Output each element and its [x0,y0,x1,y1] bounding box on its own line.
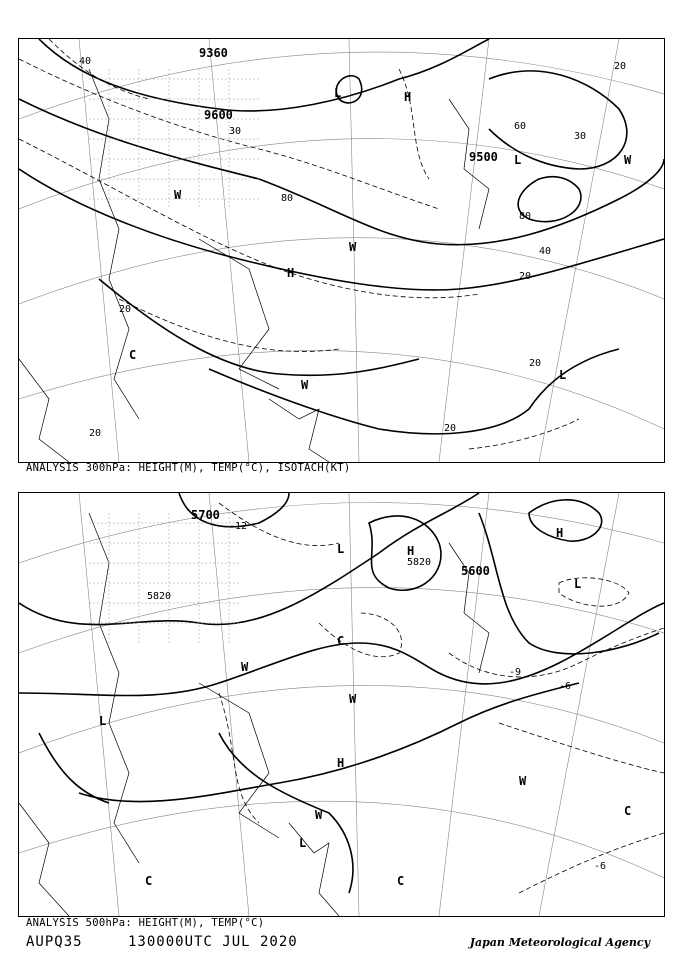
isotach-label-20c: 20 [529,358,542,369]
center-L-300b: L [514,153,522,167]
height-label-9600: 9600 [204,108,233,122]
temp-label-6b: -6 [594,861,607,872]
map-panel-500hpa [18,492,665,917]
height-label-5700: 5700 [191,508,220,522]
center-W-300c: W [301,378,309,392]
isotach-label-30b: 30 [574,131,587,142]
isotach-label-20f: 20 [444,423,457,434]
agency-credit: Japan Meteorological Agency [469,936,650,949]
temp-label-6: -6 [559,681,572,692]
isotach-label-40: 40 [79,56,92,67]
isotach-label-40b: 40 [539,246,552,257]
center-H-500: H [407,544,415,558]
center-C-300: C [129,348,137,362]
isotach-label-20b: 20 [519,271,532,282]
center-L-300c: L [559,368,567,382]
center-W-300: W [174,188,182,202]
center-L-500: L [337,542,345,556]
map-300hpa-svg [19,39,664,462]
graticule-500 [19,493,664,916]
isotach-label-20d: 20 [89,428,102,439]
isotach-label-60: 60 [514,121,527,132]
center-H-300: H [404,90,412,104]
center-L-500d: L [574,577,582,591]
center-L-500b: L [99,714,107,728]
center-C-500b: C [397,874,405,888]
center-C-500d: C [337,634,345,648]
height-label-5600: 5600 [461,564,490,578]
isotach-label-80: 80 [281,193,294,204]
coastline-300 [19,69,489,462]
center-L-300: L [334,86,342,100]
chart-code: AUPQ35 [26,934,83,950]
temp-label-12: -12 [229,521,248,532]
temp-label-9: -9 [509,667,522,678]
temperature-contours-300 [19,39,579,449]
center-L-500c: L [299,836,307,850]
height-label-5820b: 5820 [407,557,432,568]
height-label-9500: 9500 [469,150,498,164]
center-W-500d: W [315,808,323,822]
center-H-300b: H [287,266,295,280]
height-contours-300 [19,39,664,434]
center-W-500c: W [519,774,527,788]
center-W-500: W [241,660,249,674]
center-W-300d: W [624,153,632,167]
center-C-500c: C [624,804,632,818]
isotach-label-20e: 20 [119,304,132,315]
map-panel-300hpa [18,38,665,463]
isotach-label-30: 30 [229,126,242,137]
center-W-500b: W [349,692,357,706]
caption-500hpa: ANALYSIS 500hPa: HEIGHT(M), TEMP(°C) [26,917,265,929]
coastline-500 [19,513,489,916]
chart-valid-time: 130000UTC JUL 2020 [128,934,298,950]
center-H-500c: H [556,526,564,540]
map-500hpa-svg [19,493,664,916]
isotach-label-80b: 80 [519,211,532,222]
height-label-9360: 9360 [199,46,228,60]
center-C-500: C [145,874,153,888]
temperature-contours-500 [219,503,664,893]
center-W-300b: W [349,240,357,254]
caption-300hpa: ANALYSIS 300hPa: HEIGHT(M), TEMP(°C), ISOTACH(KT) [26,462,351,474]
isotach-label-20a: 20 [614,61,627,72]
height-label-5820a: 5820 [147,591,172,602]
center-H-500b: H [337,756,345,770]
